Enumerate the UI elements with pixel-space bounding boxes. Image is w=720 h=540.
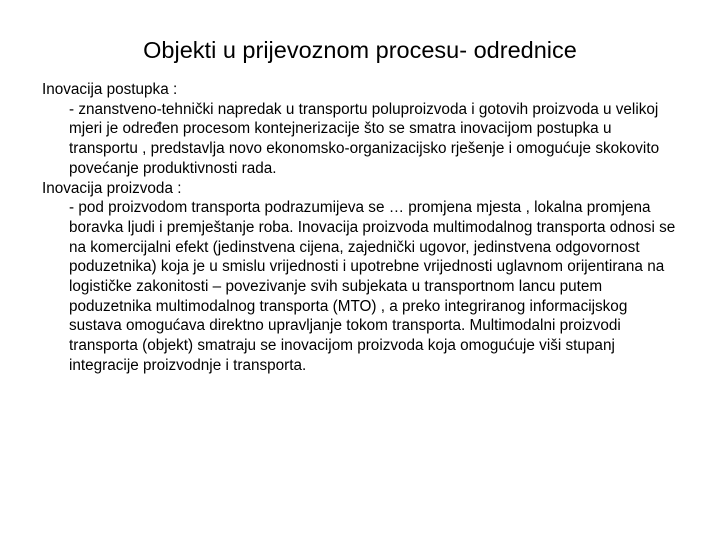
slide-content	[42, 80, 682, 376]
section-heading-colon: :	[172, 179, 182, 197]
section-heading-postupka	[42, 80, 682, 100]
section-heading-label: Inovacija proizvoda	[42, 179, 173, 197]
section-body-postupka: - znanstveno-tehnički napredak u transportu poluproizvoda i gotovih proizvoda u velikoj mjeri je određen procesom kontejnerizacije što se smatra inovacijom postupka u transportu , predstavlja novo ekonomsko-organizacijsko rješenje i omogućuje skokovito povećanje produktivnosti rada.	[69, 100, 660, 177]
section-body-proizvoda: - pod proizvodom transporta podrazumijeva se … promjena mjesta , lokalna promjena boravka ljudi i premještanje roba. Inovacija proizvoda multimodalnog transporta odnosi se na komercijalni efekt (jedinstvena cijena, zajednički ugovor, jedinstvena odgovornost poduzetnika) koja je u smislu vrijednosti i upotrebne vrijednosti uglavnom orijentirana na logističke zakonitosti – povezivanje svih subjekata u transportnom lancu putem poduzetnika multimodalnog transporta (MTO) , a preko integriranog informacijskog sustava omogućava direktno upravljanje tokom transporta. Multimodalni proizvodi transporta (objekt) smatraju se inovacijom proizvoda koja omogućuje viši stupanj integracije proizvodnje i transporta.	[69, 199, 676, 374]
slide-title: Objekti u prijevoznom procesu- odrednice	[143, 37, 577, 63]
section-heading-proizvoda	[42, 179, 682, 199]
section-heading-label: Inovacija postupka	[42, 81, 169, 98]
section-heading-colon: :	[168, 81, 178, 98]
